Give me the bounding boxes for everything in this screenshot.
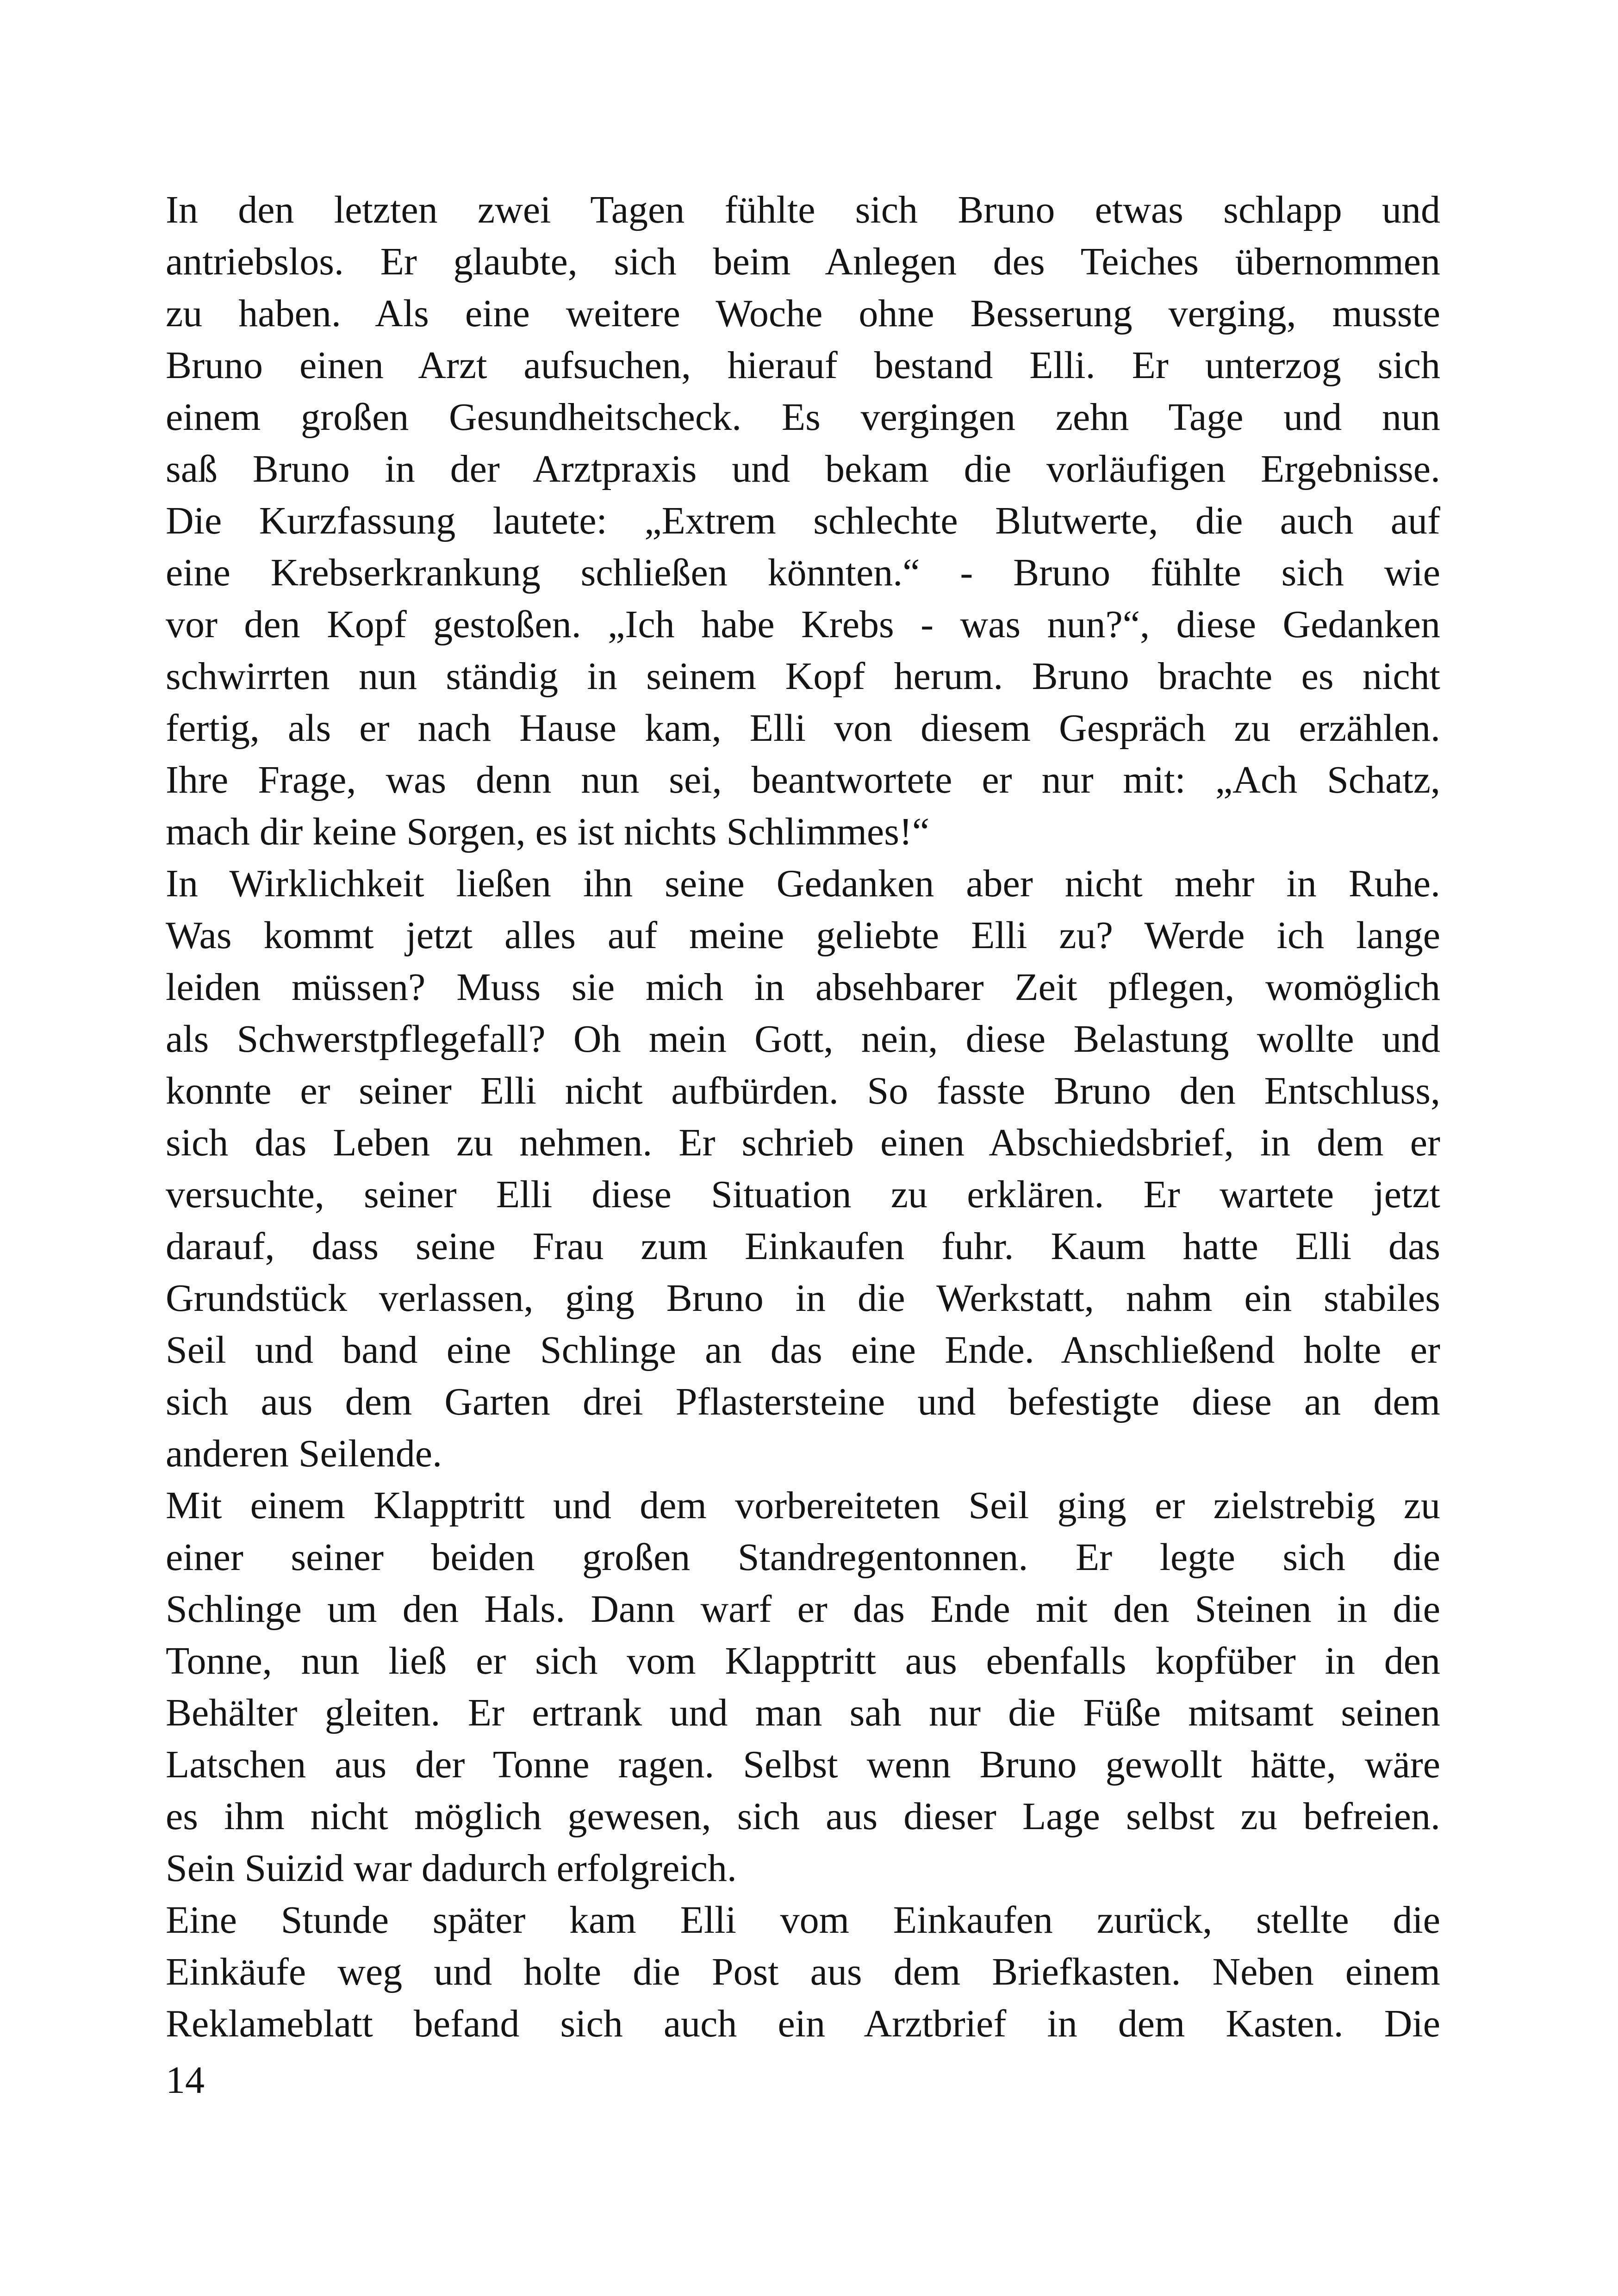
text-line: fertig, als er nach Hause kam, Elli von diesem Gespräch zu erzählen. [166,707,1440,750]
text-line: Was kommt jetzt alles auf meine geliebte Elli zu? Werde ich lange [166,914,1440,957]
paragraph [166,1894,1440,2050]
text-line: mach dir keine Sorgen, es ist nichts Schlimmes!“ [166,810,930,853]
text-line: darauf, dass seine Frau zum Einkaufen fuhr. Kaum hatte Elli das [166,1225,1440,1268]
text-line: Sein Suizid war dadurch erfolgreich. [166,1847,737,1890]
text-line: schwirrten nun ständig in seinem Kopf herum. Bruno brachte es nicht [166,655,1440,698]
body-text [166,184,1440,2050]
text-line: Behälter gleiten. Er ertrank und man sah nur die Füße mitsamt seinen [166,1691,1440,1734]
text-line: In Wirklichkeit ließen ihn seine Gedanken aber nicht mehr in Ruhe. [166,862,1440,905]
text-line: sich das Leben zu nehmen. Er schrieb einen Abschiedsbrief, in dem er [166,1121,1440,1164]
text-line: konnte er seiner Elli nicht aufbürden. So fasste Bruno den Entschluss, [166,1069,1440,1112]
text-line: Latschen aus der Tonne ragen. Selbst wenn Bruno gewollt hätte, wäre [166,1743,1440,1786]
text-line: Einkäufe weg und holte die Post aus dem Briefkasten. Neben einem [166,1950,1440,1993]
text-line: Schlinge um den Hals. Dann warf er das Ende mit den Steinen in die [166,1588,1440,1631]
text-line: sich aus dem Garten drei Pflastersteine und befestigte diese an dem [166,1380,1440,1423]
text-line: Grundstück verlassen, ging Bruno in die Werkstatt, nahm ein stabiles [166,1277,1440,1320]
text-line: antriebslos. Er glaubte, sich beim Anlegen des Teiches übernommen [166,240,1440,283]
text-line: es ihm nicht möglich gewesen, sich aus dieser Lage selbst zu befreien. [166,1795,1440,1838]
text-line: anderen Seilende. [166,1432,442,1475]
text-line: Die Kurzfassung lautete: „Extrem schlechte Blutwerte, die auch auf [166,499,1440,542]
text-line: Bruno einen Arzt aufsuchen, hierauf bestand Elli. Er unterzog sich [166,344,1440,387]
text-line: Seil und band eine Schlinge an das eine Ende. Anschließend holte er [166,1328,1440,1371]
page-number: 14 [166,2059,205,2102]
text-line: einer seiner beiden großen Standregentonnen. Er legte sich die [166,1536,1440,1579]
paragraph [166,858,1440,1480]
text-line: Ihre Frage, was denn nun sei, beantwortete er nur mit: „Ach Schatz, [166,758,1440,801]
text-line: Eine Stunde später kam Elli vom Einkaufen zurück, stellte die [166,1899,1440,1942]
text-line: einem großen Gesundheitscheck. Es vergingen zehn Tage und nun [166,396,1440,439]
text-line: leiden müssen? Muss sie mich in absehbarer Zeit pflegen, womöglich [166,966,1440,1009]
text-line: eine Krebserkrankung schließen könnten.“ - Bruno fühlte sich wie [166,551,1440,594]
text-line: als Schwerstpflegefall? Oh mein Gott, nein, diese Belastung wollte und [166,1018,1440,1061]
text-line: In den letzten zwei Tagen fühlte sich Bruno etwas schlapp und [166,188,1440,231]
text-line: zu haben. Als eine weitere Woche ohne Besserung verging, musste [166,292,1440,335]
text-line: versuchte, seiner Elli diese Situation zu erklären. Er wartete jetzt [166,1173,1440,1216]
text-line: Mit einem Klapptritt und dem vorbereiteten Seil ging er zielstrebig zu [166,1484,1440,1527]
paragraph [166,184,1440,858]
text-line: Reklameblatt befand sich auch ein Arztbrief in dem Kasten. Die [166,2002,1440,2045]
paragraph [166,1480,1440,1894]
text-line: saß Bruno in der Arztpraxis und bekam die vorläufigen Ergebnisse. [166,447,1440,490]
text-line: vor den Kopf gestoßen. „Ich habe Krebs - was nun?“, diese Gedanken [166,603,1440,646]
text-line: Tonne, nun ließ er sich vom Klapptritt aus ebenfalls kopfüber in den [166,1639,1440,1682]
